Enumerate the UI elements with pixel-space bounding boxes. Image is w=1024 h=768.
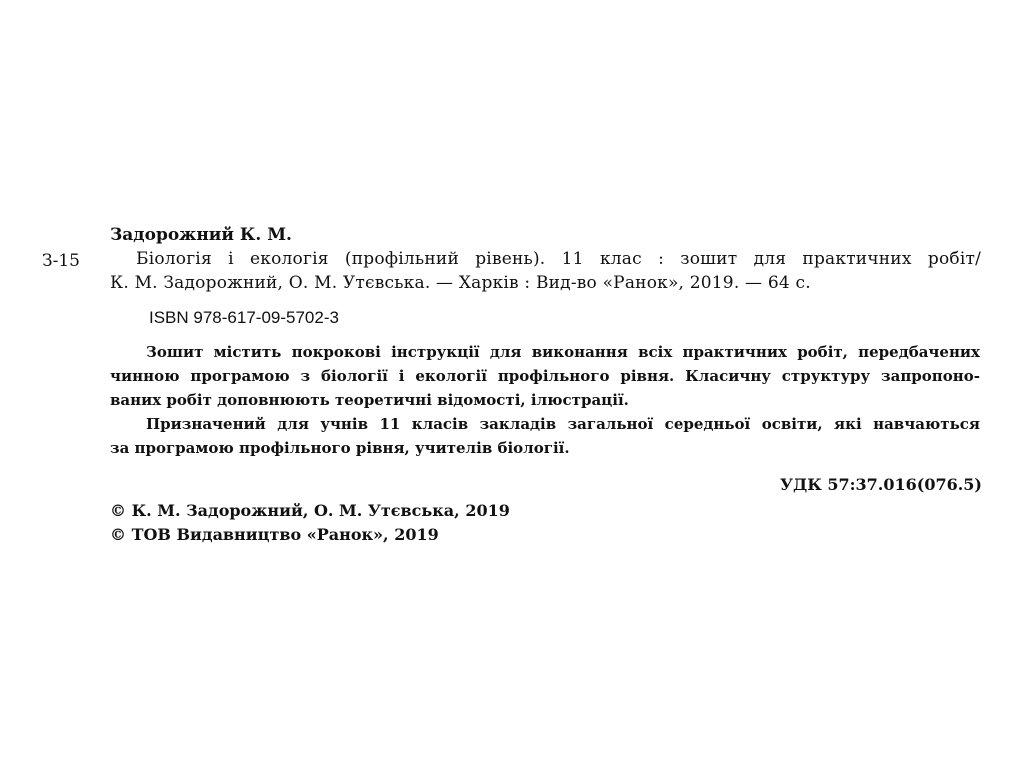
author-heading: Задорожний К. М. [110,225,292,245]
classmark: З-15 [42,251,80,271]
annotation-line: ваних робіт доповнюють теоретичні відомості, ілюстрації. [110,391,629,409]
annotation-line: чинною програмою з біології і екології профільного рівня. Класичну структуру запропоно- [110,367,980,385]
annotation-paragraph-2 [110,412,980,460]
copyright-authors: © К. М. Задорожний, О. М. Утєвська, 2019 [110,501,510,520]
isbn: ISBN 978-617-09-5702-3 [149,308,339,327]
annotation-paragraph-1 [110,340,980,412]
title-line-2: К. М. Задорожний, О. М. Утєвська. — Харків : Вид-во «Ранок», 2019. — 64 с. [110,273,811,293]
annotation-line: Призначений для учнів 11 класів закладів загальної середньої освіти, які навчаються [146,415,980,433]
title-line-1: Біологія і екологія (профільний рівень). 11 клас : зошит для практичних робіт/ [136,249,981,269]
copyright-publisher: © ТОВ Видавництво «Ранок», 2019 [110,525,439,544]
annotation-line: за програмою профільного рівня, учителів біології. [110,439,570,457]
annotation-line: Зошит містить покрокові інструкції для виконання всіх практичних робіт, передбачених [146,343,980,361]
udk-code: УДК 57:37.016(076.5) [780,475,982,494]
